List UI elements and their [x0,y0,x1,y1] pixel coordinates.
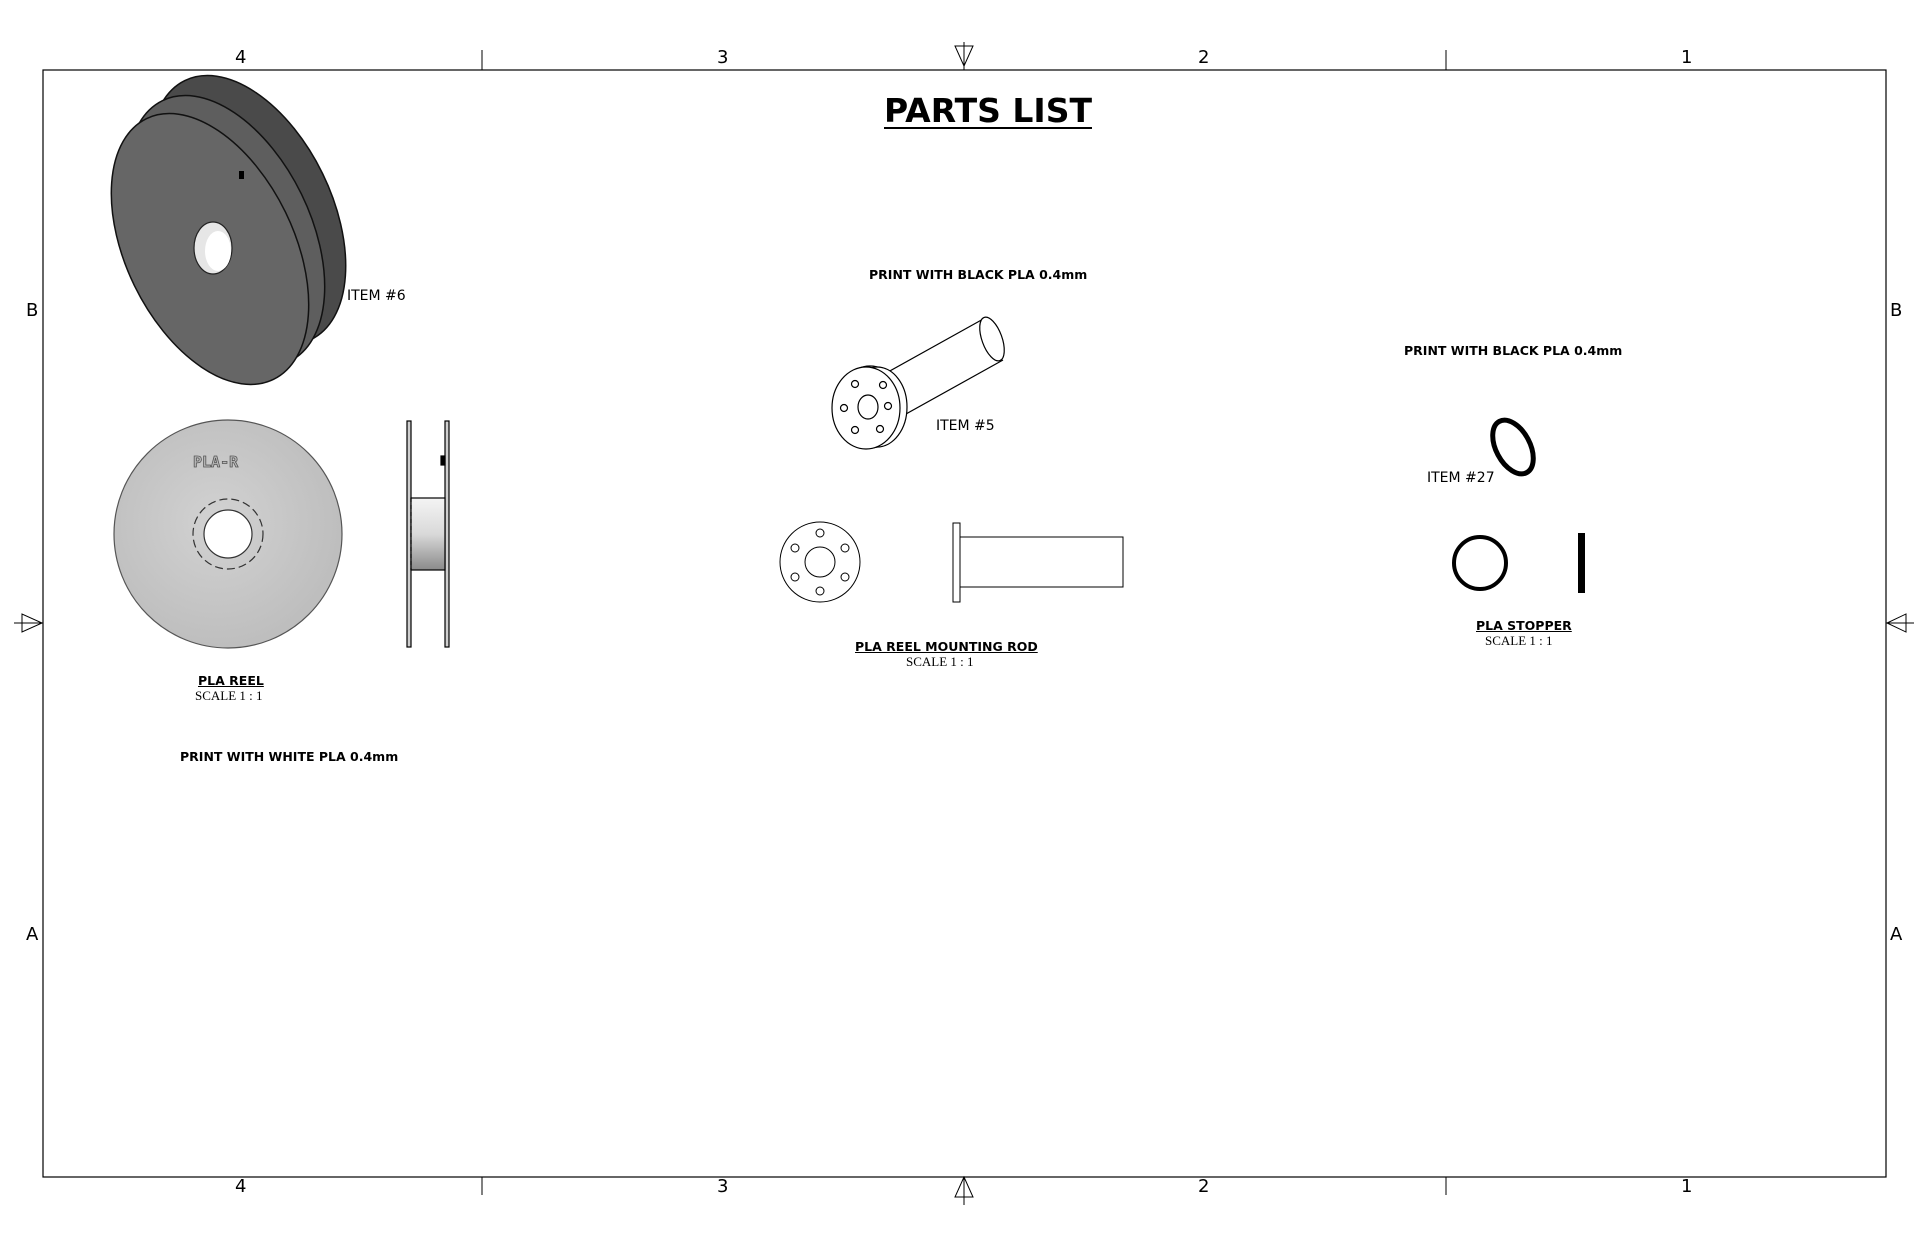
zone-label-left-a: A [26,924,39,945]
stopper-view-name: PLA STOPPER [1476,618,1572,633]
zone-label-left-b: B [26,300,39,321]
rod-view-scale: SCALE 1 : 1 [906,654,974,669]
stopper-front-view [1454,537,1506,589]
stopper-item-label: ITEM #27 [1427,470,1495,486]
reel-material-note: PRINT WITH WHITE PLA 0.4mm [180,749,399,764]
reel-view-name: PLA REEL [198,673,264,688]
center-mark-left [14,614,43,632]
zone-label-bottom-3: 3 [717,1176,729,1197]
rod-material-note: PRINT WITH BLACK PLA 0.4mm [869,267,1088,282]
zone-ticks-bottom [482,1177,1446,1205]
reel-view-scale: SCALE 1 : 1 [195,688,263,703]
stopper-side-view [1578,533,1585,593]
zone-label-right-a: A [1890,924,1903,945]
zone-label-top-2: 2 [1198,47,1210,68]
reel-item-label: ITEM #6 [347,288,406,304]
rod-front-view [780,522,860,602]
center-mark-right [1886,614,1914,632]
zone-label-bottom-4: 4 [235,1176,247,1197]
drawing-title: PARTS LIST [884,91,1092,130]
zone-label-top-4: 4 [235,47,247,68]
rod-side-view [953,523,1123,602]
reel-isometric-view [71,44,386,416]
zone-label-top-1: 1 [1681,47,1693,68]
zone-label-bottom-2: 2 [1198,1176,1210,1197]
zone-ticks-top [482,42,1446,70]
stopper-material-note: PRINT WITH BLACK PLA 0.4mm [1404,343,1623,358]
reel-side-view [407,421,449,647]
reel-embossed-label: PLA-R [193,453,239,471]
rod-view-name: PLA REEL MOUNTING ROD [855,639,1038,654]
zone-label-top-3: 3 [717,47,729,68]
zone-label-bottom-1: 1 [1681,1176,1693,1197]
stopper-view-scale: SCALE 1 : 1 [1485,633,1553,648]
rod-item-label: ITEM #5 [936,418,995,434]
zone-label-right-b: B [1890,300,1903,321]
